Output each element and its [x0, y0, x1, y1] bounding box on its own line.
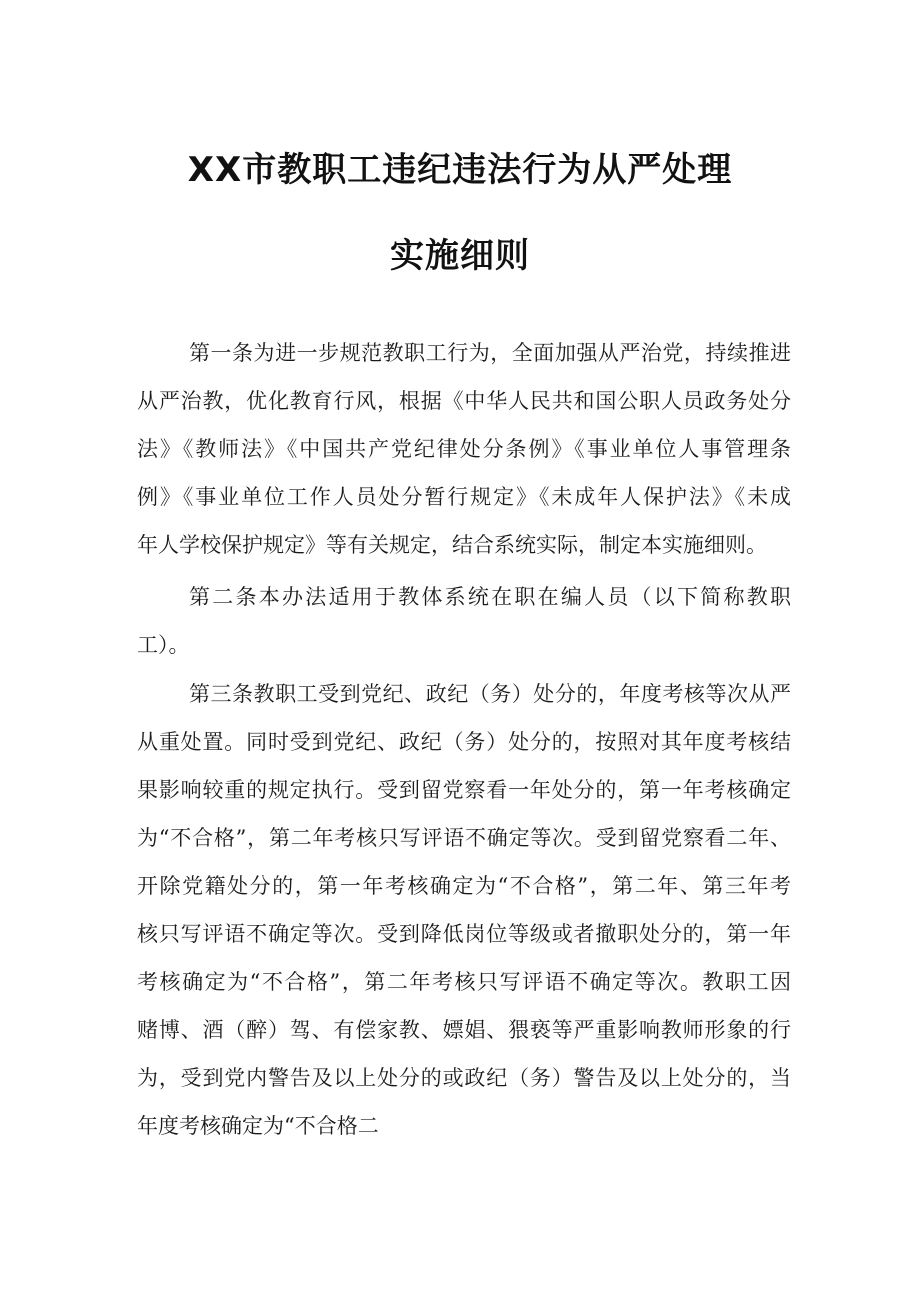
paragraph-line: 法》《教师法》《中国共产党纪律处分条例》《事业单位人事管理条 [137, 437, 791, 461]
paragraph-line: 从重处置。同时受到党纪、政纪（务）处分的，按照对其年度考核结 [137, 730, 791, 754]
paragraph-line: 第一条为进一步规范教职工行为，全面加强从严治党，持续推进 [189, 341, 791, 365]
paragraph-line: 工）。 [137, 633, 190, 657]
paragraph-line: 开除党籍处分的，第一年考核确定为“不合格”，第二年、第三年考 [137, 874, 791, 898]
document-title-line-2: 实施细则 [390, 236, 530, 276]
paragraph-line: 赌博、酒（醉）驾、有偿家教、嫖娼、猥亵等严重影响教师形象的行 [137, 1018, 791, 1042]
paragraph-line: 例》《事业单位工作人员处分暂行规定》《未成年人保护法》《未成 [137, 485, 791, 509]
paragraph-line: 核只写评语不确定等次。受到降低岗位等级或者撤职处分的，第一年 [137, 922, 791, 946]
paragraph-line: 年度考核确定为“不合格二 [137, 1114, 379, 1138]
paragraph-line: 果影响较重的规定执行。受到留党察看一年处分的，第一年考核确定 [137, 778, 791, 802]
paragraph-line: 年人学校保护规定》等有关规定，结合系统实际，制定本实施细则。 [137, 533, 767, 557]
paragraph-line: 第二条本办法适用于教体系统在职在编人员（以下简称教职 [189, 585, 791, 609]
paragraph-line: 考核确定为“不合格”，第二年考核只写评语不确定等次。教职工因 [137, 970, 791, 994]
paragraph-line: 为，受到党内警告及以上处分的或政纪（务）警告及以上处分的，当 [137, 1066, 791, 1090]
paragraph-line: 第三条教职工受到党纪、政纪（务）处分的，年度考核等次从严 [189, 682, 791, 706]
paragraph-line: 从严治教，优化教育行风，根据《中华人民共和国公职人员政务处分 [137, 389, 791, 413]
document-title-line-1: XX市教职工违纪违法行为从严处理 [187, 150, 733, 190]
paragraph-line: 为“不合格”，第二年考核只写评语不确定等次。受到留党察看二年、 [137, 826, 791, 850]
